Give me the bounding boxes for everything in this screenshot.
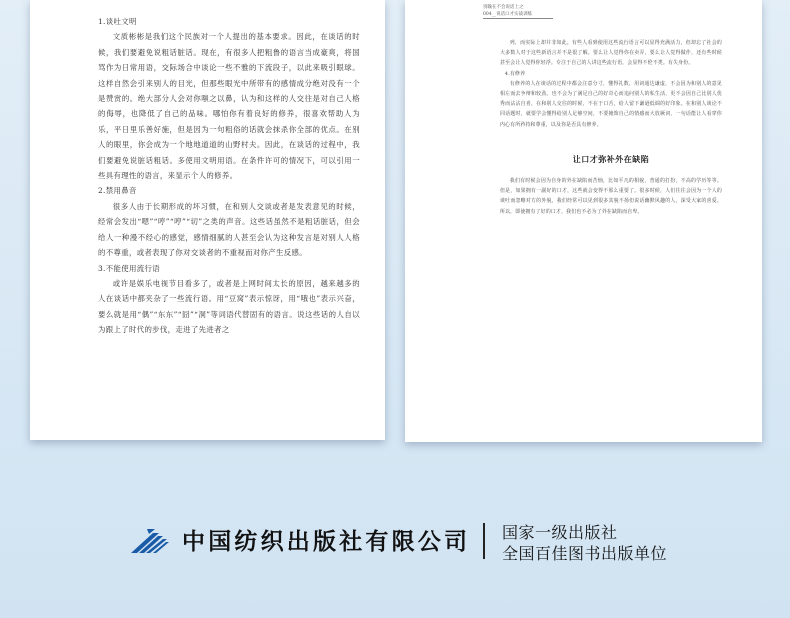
section-heading: 3.不能使用流行语 [98,263,160,273]
paragraph: 文质彬彬是我们这个民族对一个人提出的基本要求。因此，在谈话的时候，我们要避免说粗话脏话。现在，有很多人把粗鲁的语言当成豪爽，将国骂作为日常用语，交际场合中谈论一些不雅的下流段子，以此来吸引眼球。这样自然会引来别人的目光，但那些眼光中所带有的感情成分绝对没有一个是赞赏的。绝大部分人会对你嗤之以鼻，认为和这样的人交往是对自己人格的侮辱，也降低了自己的品味。哪怕你有着良好的修养，很喜欢帮助人为乐，平日里乐善好施，但是因为一句粗俗的话就会抹杀你全部的优点。在别人的眼里，你会成为一个地地道道的山野村夫。因此，在谈话的过程中，我们要避免说脏话粗话。多使用文明用语。在条件许可的情况下，可以引用一些具有理性的语言，来显示个人的修养。 [98,32,360,181]
paragraph: 有修养的人在谈话的过程中都会注意分寸，懂得礼数，用词通达谦虚，不会因为和别人的意见相左而去争辩和较劲。也不会为了满足自己的好奇心而追问别人的私生活，更不会因自己比别人优秀而沾沾自喜，在和别人交往的时候，不在于口舌，给人留下谦逊低调的好印象。在和别人谈论不同话题时，就要学会懂得给别人足够空间，不要掩饰自己的情感而大放厥词，一句话能让人看穿你内心有所矜持和尊重，以及你是否具有修养。 [500,80,722,128]
section-title: 让口才弥补外在缺陷 [572,153,650,164]
paragraph: 列，而实际上却并非如此。有些人看到使用这些流行语言可以显得充满活力，但却忘了社会的大多数人对于这些新语言并不是很了解。要么让人觉得你在卖弄，要么让人觉得做作，还有些时候甚至会让人觉得你轻浮。专注于自己的人讲这些流行语，会显得不伦不类。有失身份。 [500,40,722,67]
publisher-name: 中国纺织出版社有限公司 [182,528,471,555]
publisher-logo-icon [129,527,169,555]
right-page-text [500,38,722,217]
running-header-book: 别输在不会说话上之 [483,5,524,10]
book-page-right [405,0,762,442]
section-heading: 2.禁用鼻音 [98,186,137,196]
publisher-honor-1: 国家一级出版社 [502,523,618,542]
paragraph: 很多人由于长期形成的坏习惯，在和别人交谈或者是发表意见的时候，经常会发出“嗯”“哼”“哼”“切”之类的声音。这些话虽然不是粗话脏话，但会给人一种漫不经心的感觉，感情细腻的人甚至会认为这种发言是对别人人格的不尊重，或者表现了你对交谈者的不重视而对你产生反感。 [98,201,360,258]
book-page-left [30,0,385,440]
publisher-honor-2: 全国百佳图书出版单位 [502,544,668,563]
footer-divider [483,523,485,559]
running-header-chapter: 004__说话口才实战训练 [483,11,553,19]
section-heading: 4.有修养 [504,70,526,77]
paragraph: 或许是娱乐电视节目看多了，或者是上网时间太长的原因，越来越多的人在谈话中都夹杂了一些流行语。用“豆窝”表示惊讶，用“哦也”表示兴奋，要么就是用“偶”“东东”“囧”“洞”等词语代替固有的语言。说这些话的人自以为跟上了时代的步伐，走进了先进者之 [98,278,360,335]
left-page-text [98,14,360,338]
paragraph: 我们有时候会因为自身的外在缺陷而苦恼，比如平凡的相貌，普通的打扮，不高的学历等等。但是，如果拥有一副好的口才，这些就会变得不那么重要了。很多时候，人们往往会因为一个人的谈吐而忽略对方的外貌，我们经常可以见到很多其貌不扬但说话幽默风趣的人，深受大家的喜爱。所以，即使拥有了好的口才，我们也不必为了外在缺陷而自卑。 [500,178,722,215]
section-heading: 1.谈吐文明 [98,17,137,26]
running-header [483,4,683,19]
publisher-footer [0,515,790,575]
